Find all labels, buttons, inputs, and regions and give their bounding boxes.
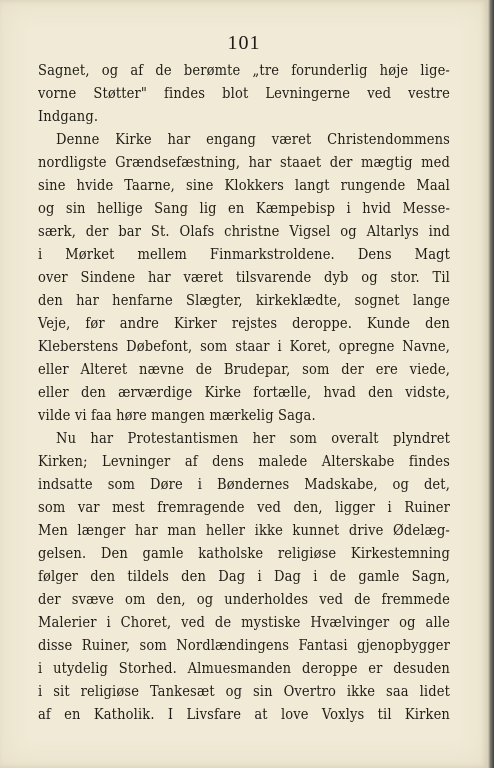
text-line: eller den ærværdige Kirke fortælle, hvad den vidste, (38, 385, 450, 401)
text-line: i Mørket mellem Finmarkstroldene. Dens Magt (38, 247, 450, 263)
text-line: Indgang. (38, 109, 99, 125)
text-line: Kleberstens Døbefont, som staar i Koret, opregne Navne, (38, 339, 450, 355)
text-line: eller Alteret nævne de Brudepar, som der ere viede, (38, 362, 450, 378)
text-line: af en Katholik. I Livsfare at love Voxlys til Kirken (38, 707, 450, 723)
text-line: som var mest fremragende ved den, ligger i Ruiner (38, 500, 450, 516)
text-line: indsatte som Døre i Bøndernes Madskabe, og det, (38, 477, 450, 493)
page-number: 101 (227, 32, 261, 54)
text-line: Malerier i Choret, ved de mystiske Hvælvinger og alle (38, 615, 450, 631)
text-line: sine hvide Taarne, sine Klokkers langt rungende Maal (38, 178, 450, 194)
text-line: i utydelig Storhed. Almuesmanden deroppe er desuden (38, 661, 450, 677)
text-line: gelsen. Den gamle katholske religiøse Kirkestemning (38, 546, 450, 562)
text-line: over Sindene har været tilsvarende dyb og stor. Til (38, 270, 450, 286)
text-line: vorne Støtter" findes blot Levningerne ved vestre (38, 86, 450, 102)
text-line: Sagnet, og af de berømte „tre forunderlig høje lige- (38, 63, 450, 79)
page-edge (488, 0, 494, 768)
text-line: i sit religiøse Tankesæt og sin Overtro ikke saa lidet (38, 684, 450, 700)
body-text (38, 60, 450, 727)
text-line: Nu har Protestantismen her som overalt plyndret (56, 431, 450, 447)
text-line: der svæve om den, og underholdes ved de fremmede (38, 592, 450, 608)
text-line: og sin hellige Sang lig en Kæmpebisp i hvid Messe- (38, 201, 450, 217)
text-line: Men længer har man heller ikke kunnet drive Ødelæg- (38, 523, 450, 539)
text-line: nordligste Grændsefæstning, har staaet der mægtig med (38, 155, 450, 171)
text-line: vilde vi faa høre mangen mærkelig Saga. (38, 408, 316, 424)
text-line: disse Ruiner, som Nordlændingens Fantasi gjenopbygger (38, 638, 450, 654)
text-line: Veje, før andre Kirker rejstes deroppe. Kunde den (38, 316, 450, 332)
text-line: særk, der bar St. Olafs christne Vigsel og Altarlys ind (38, 224, 450, 240)
text-line: følger den tildels den Dag i Dag i de gamle Sagn, (38, 569, 450, 585)
text-line: den har henfarne Slægter, kirkeklædte, sognet lange (38, 293, 450, 309)
text-line: Denne Kirke har engang været Christendommens (56, 132, 450, 148)
text-line: Kirken; Levninger af dens malede Alterskabe findes (38, 454, 450, 470)
